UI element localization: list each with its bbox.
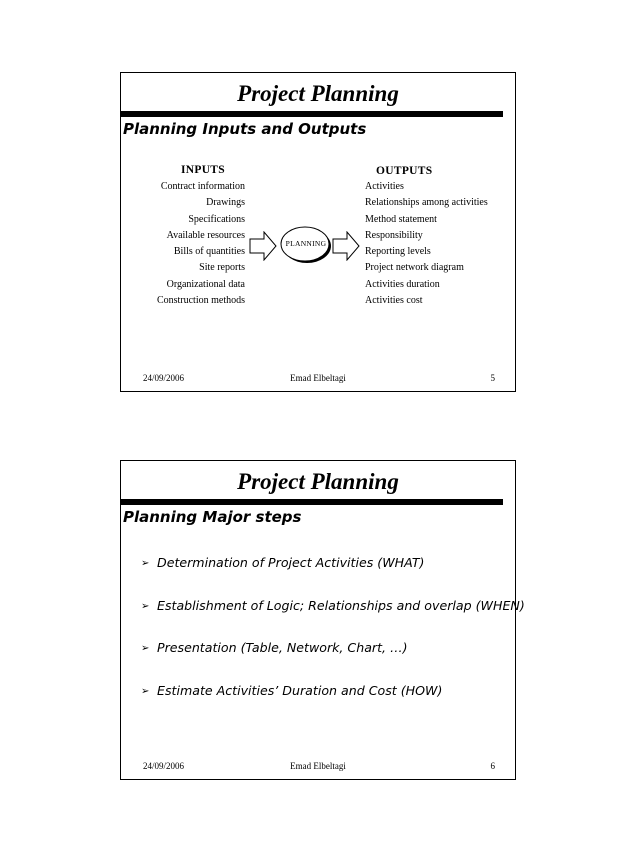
arrow-bullet-icon: ➢ <box>141 600 150 612</box>
outputs-heading: OUTPUTS <box>376 165 433 177</box>
input-item: Contract information <box>160 181 245 192</box>
inputs-heading: INPUTS <box>181 164 225 176</box>
input-item: Site reports <box>199 262 245 274</box>
footer-author: Emad Elbeltagi <box>290 761 346 771</box>
footer-page-number: 6 <box>490 761 495 771</box>
footer-author: Emad Elbeltagi <box>290 373 346 383</box>
step-text: Presentation (Table, Network, Chart, …) <box>157 640 408 655</box>
title-rule <box>121 499 503 505</box>
footer-date: 24/09/2006 <box>143 373 185 383</box>
slide-subtitle: Planning Inputs and Outputs <box>123 120 367 138</box>
input-item: Bills of quantities <box>173 246 245 258</box>
input-arrow-icon <box>249 231 277 261</box>
planning-label: PLANNING <box>285 239 327 248</box>
input-item: Specifications <box>188 213 245 225</box>
list-item <box>121 640 517 683</box>
slide-title: Project Planning <box>237 469 399 494</box>
list-item <box>121 683 517 726</box>
output-item: Responsibility <box>365 229 423 241</box>
slide-title: Project Planning <box>237 81 399 106</box>
footer-date: 24/09/2006 <box>143 761 185 771</box>
list-item <box>121 555 517 598</box>
step-text: Establishment of Logic; Relationships and overlap (WHEN) <box>157 597 525 613</box>
output-item: Activities duration <box>365 278 440 290</box>
input-item: Drawings <box>206 197 245 209</box>
step-text: Estimate Activities’ Duration and Cost (HOW) <box>157 682 443 698</box>
output-item: Method statement <box>365 213 437 225</box>
planning-process-node <box>280 225 332 265</box>
inputs-list <box>115 179 245 309</box>
output-item: Project network diagram <box>365 262 464 274</box>
slide-subtitle: Planning Major steps <box>123 508 302 526</box>
slide-6 <box>120 460 525 780</box>
output-item: Reporting levels <box>365 246 431 258</box>
input-item: Construction methods <box>156 295 245 307</box>
list-item <box>121 597 525 641</box>
output-item: Relationships among activities <box>365 197 488 209</box>
input-item: Available resources <box>166 229 245 241</box>
input-item: Organizational data <box>166 278 245 290</box>
footer-page-number: 5 <box>490 373 495 383</box>
output-item: Activities cost <box>365 295 423 307</box>
slide-5 <box>120 72 516 392</box>
title-rule <box>121 111 503 117</box>
arrow-bullet-icon: ➢ <box>141 643 150 654</box>
output-item: Activities <box>365 181 404 192</box>
arrow-bullet-icon: ➢ <box>141 685 150 697</box>
output-arrow-icon <box>332 231 360 261</box>
arrow-bullet-icon: ➢ <box>141 558 150 569</box>
step-text: Determination of Project Activities (WHAT) <box>157 555 425 570</box>
outputs-list <box>365 179 515 309</box>
steps-list <box>121 555 525 725</box>
